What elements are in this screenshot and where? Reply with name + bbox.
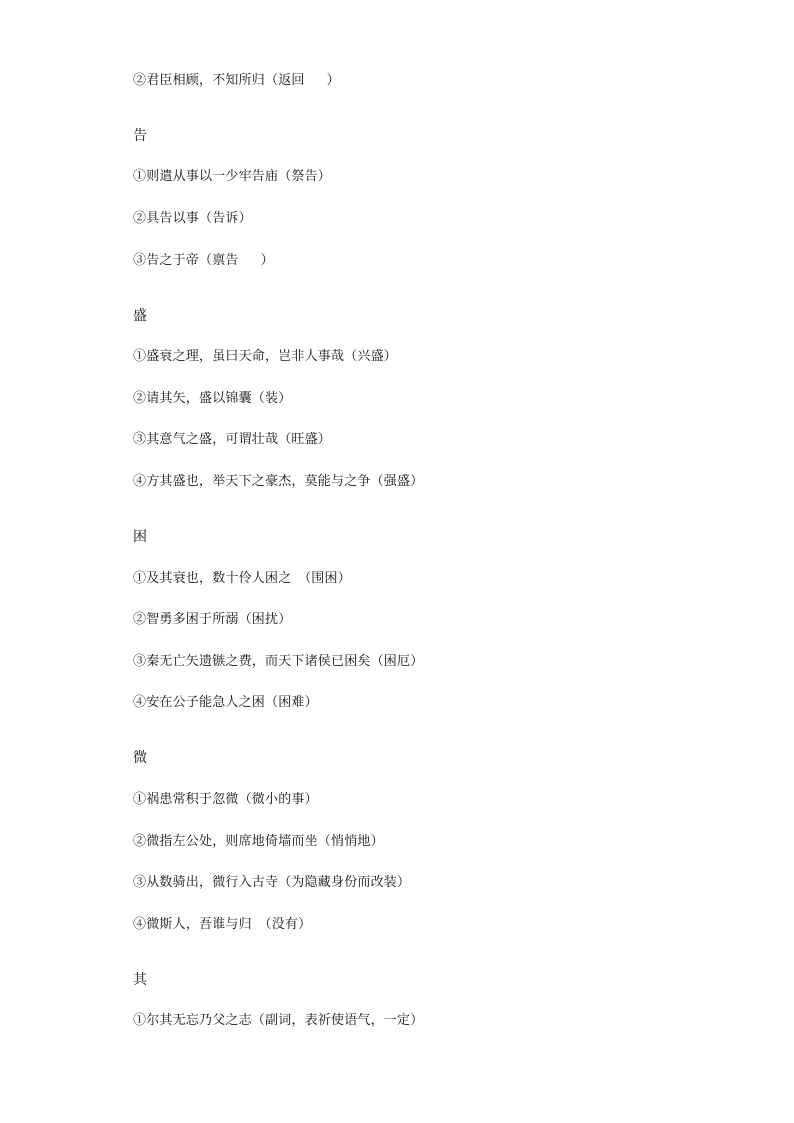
definition-line: ④安在公子能急人之困（困难） <box>133 695 318 710</box>
definition-line: ④方其盛也，举天下之豪杰，莫能与之争（强盛） <box>133 474 424 489</box>
definition-line: ③从数骑出，微行入古寺（为隐藏身份而改装） <box>133 875 411 890</box>
definition-line: ①则遣从事以一少牢告庙（祭告） <box>133 169 332 184</box>
entry-heading: 盛 <box>133 308 147 324</box>
definition-text-end: ） <box>326 73 340 88</box>
definition-line: ②智勇多困于所溺（困扰） <box>133 612 292 627</box>
definition-line: ④微斯人，吾谁与归 （没有） <box>133 917 312 932</box>
definition-line: ③其意气之盛，可谓壮哉（旺盛） <box>133 432 332 447</box>
entry-heading: 其 <box>133 972 147 988</box>
definition-line: ①尔其无忘乃父之志（副词，表祈使语气，一定） <box>133 1013 424 1028</box>
definition-line <box>133 73 340 89</box>
definition-line: ②请其矢，盛以锦囊（装） <box>133 391 292 406</box>
definition-line: ①及其衰也，数十伶人困之 （围困） <box>133 571 351 586</box>
entry-heading: 微 <box>133 750 147 766</box>
entry-heading: 告 <box>133 128 147 144</box>
definition-line: ②微指左公处，则席地倚墙而坐（悄悄地） <box>133 834 384 849</box>
definition-text: ②君臣相顾，不知所归（返回 <box>133 73 305 88</box>
entry-heading: 困 <box>133 529 147 545</box>
definition-line: ①盛衰之理，虽曰天命，岂非人事哉（兴盛） <box>133 349 398 364</box>
definition-line <box>133 253 274 269</box>
definition-text-end: ） <box>260 253 274 268</box>
definition-text: ③告之于帝（禀告 <box>133 253 239 268</box>
definition-line: ③秦无亡矢遗镞之费，而天下诸侯已困矣（困厄） <box>133 654 424 669</box>
definition-line: ①祸患常积于忽微（微小的事） <box>133 792 318 807</box>
definition-line: ②具告以事（告诉） <box>133 211 252 226</box>
